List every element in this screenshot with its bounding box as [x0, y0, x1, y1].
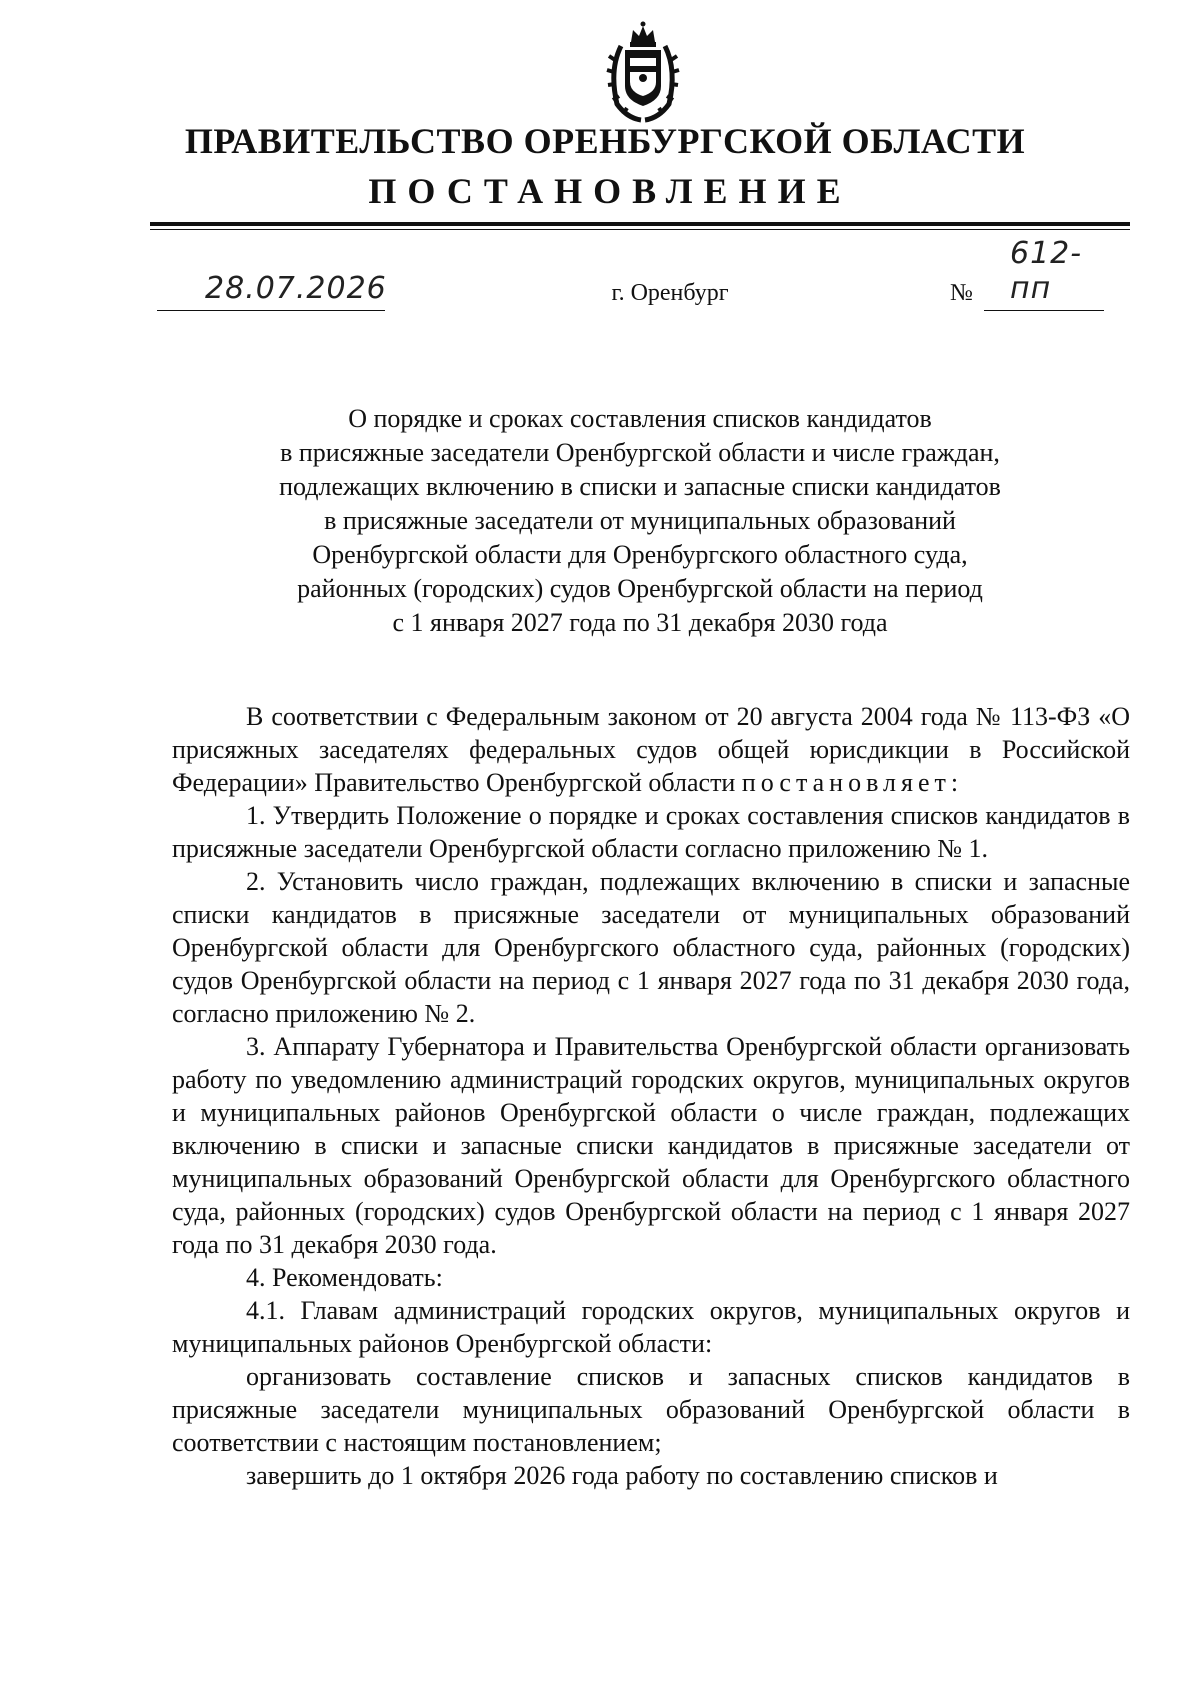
document-body: [172, 700, 1130, 1492]
preamble-verb: постановляет:: [741, 768, 964, 797]
coat-of-arms-icon: [603, 20, 683, 126]
title-line: в присяжные заседатели от муниципальных образований: [324, 506, 956, 535]
title-line: в присяжные заседатели Оренбургской области и числе граждан,: [280, 438, 1000, 467]
organization-name: ПРАВИТЕЛЬСТВО ОРЕНБУРГСКОЙ ОБЛАСТИ: [184, 121, 1026, 161]
header-divider-thin: [150, 229, 1130, 230]
item-4-1: 4.1. Главам администраций городских округов, муниципальных округов и муниципальных районов Оренбургской области:: [172, 1296, 1130, 1358]
city-label: г. Оренбург: [611, 280, 729, 306]
title-line: О порядке и сроках составления списков кандидатов: [348, 404, 932, 433]
preamble-text: В соответствии с Федеральным законом от 20 августа 2004 года № 113-ФЗ «О присяжных заседателях федеральных судов общей юрисдикции в Российской Федерации» Правительство Оренбургской области: [172, 702, 1130, 797]
item-4: 4. Рекомендовать:: [246, 1263, 443, 1292]
title-line: районных (городских) судов Оренбургской области на период: [297, 574, 983, 603]
preamble-paragraph: [172, 700, 1130, 799]
date-number-line: [0, 236, 1200, 312]
number-field: [984, 236, 1104, 311]
number-sign: №: [950, 280, 973, 306]
item-1: 1. Утвердить Положение о порядке и сроках составления списков кандидатов в присяжные заседатели Оренбургской области согласно приложению № 1.: [172, 801, 1130, 863]
title-line: с 1 января 2027 года по 31 декабря 2030 года: [392, 608, 888, 637]
title-line: Оренбургской области для Оренбургского областного суда,: [312, 540, 968, 569]
document-title: [150, 402, 1130, 640]
date-value: 28.07.2026: [205, 271, 387, 306]
item-4-1-a: организовать составление списков и запасных списков кандидатов в присяжные заседатели муниципальных образований Оренбургской области в соответствии с настоящим постановлением;: [172, 1362, 1130, 1457]
item-3: 3. Аппарату Губернатора и Правительства Оренбургской области организовать работу по уведомлению администраций городских округов, муниципальных округов и муниципальных районов Оренбургской области о числе граждан, подлежащих включению в списки и запасные списки кандидатов в присяжные заседатели от муниципальных образований Оренбургской области для Оренбургского областного суда, районных (городских) судов Оренбургской области на период с 1 января 2027 года по 31 декабря 2030 года.: [172, 1032, 1130, 1259]
header-divider-thick: [150, 222, 1130, 226]
number-value: 612-пп: [1010, 236, 1083, 306]
item-2: 2. Установить число граждан, подлежащих включению в списки и запасные списки кандидатов в присяжные заседатели от муниципальных образований Оренбургской области для Оренбургского областного суда, районных (городских) судов Оренбургской области на период с 1 января 2027 года по 31 декабря 2030 года, согласно приложению № 2.: [172, 867, 1130, 1028]
title-line: подлежащих включению в списки и запасные списки кандидатов: [279, 472, 1001, 501]
item-4-1-b: завершить до 1 октября 2026 года работу по составлению списков и: [246, 1461, 998, 1490]
document-type: ПОСТАНОВЛЕНИЕ: [368, 171, 852, 211]
